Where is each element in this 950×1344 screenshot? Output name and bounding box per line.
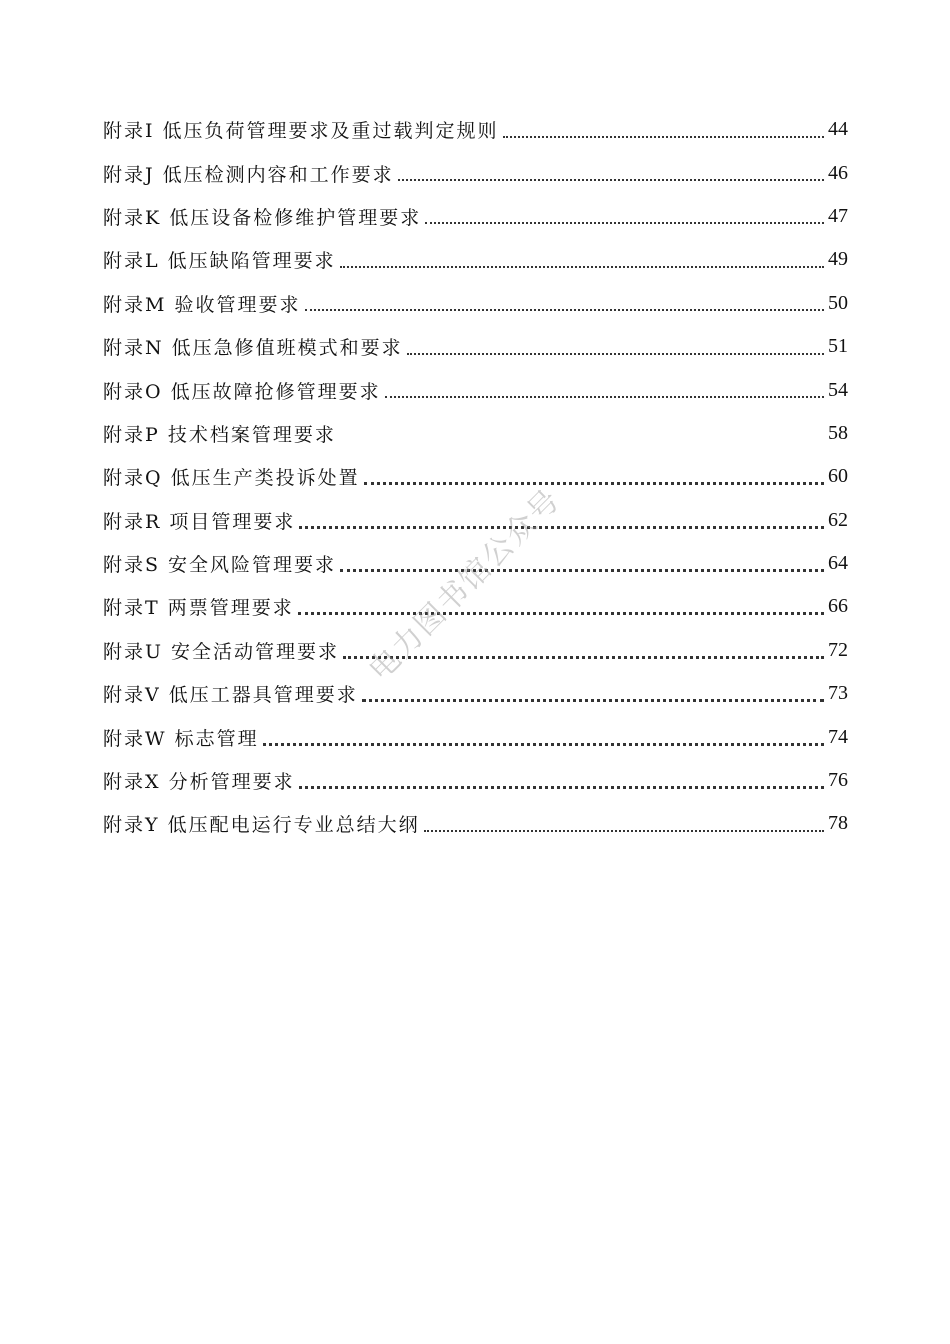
toc-entry-label: 附录N 低压急修值班模式和要求 <box>103 337 403 360</box>
toc-entry[interactable] <box>103 325 848 368</box>
toc-entry-page: 76 <box>828 769 848 792</box>
toc-entry-label: 附录P 技术档案管理要求 <box>103 423 336 446</box>
dot-leader <box>424 830 824 832</box>
toc-entry-label: 附录O 低压故障抢修管理要求 <box>103 380 381 403</box>
dot-leader <box>305 309 825 311</box>
toc-entry-label: 附录U 安全活动管理要求 <box>103 640 340 663</box>
dot-leader <box>299 786 824 789</box>
toc-entry-page: 44 <box>828 118 848 141</box>
toc-entry[interactable] <box>103 759 848 802</box>
toc-entry-label: 附录L 低压缺陷管理要求 <box>103 250 336 273</box>
toc-entry-label: 附录J 低压检测内容和工作要求 <box>103 163 394 186</box>
dot-leader <box>398 179 824 181</box>
toc-entry-page: 51 <box>828 335 848 358</box>
toc-entry-label: 附录S 安全风险管理要求 <box>103 554 337 577</box>
toc-entry[interactable] <box>103 672 848 715</box>
toc-entry[interactable] <box>103 455 848 498</box>
toc-entry-label: 附录K 低压设备检修维护管理要求 <box>103 206 422 229</box>
toc-entry-label: 附录T 两票管理要求 <box>103 597 294 620</box>
dot-leader <box>407 353 824 355</box>
toc-entry-page: 66 <box>828 595 848 618</box>
dot-leader <box>263 743 824 746</box>
toc-entry[interactable] <box>103 368 848 411</box>
toc-entry-label: 附录M 验收管理要求 <box>103 293 301 316</box>
toc-entry-page: 78 <box>828 812 848 835</box>
toc-entry[interactable] <box>103 499 848 542</box>
toc-entry[interactable] <box>103 282 848 325</box>
toc-entry-label: 附录R 项目管理要求 <box>103 510 296 533</box>
dot-leader <box>298 612 824 615</box>
toc-entry-page: 72 <box>828 638 848 661</box>
toc-entry[interactable] <box>103 412 848 455</box>
dot-leader <box>340 569 824 572</box>
toc-entry-page: 49 <box>828 248 848 271</box>
dot-leader <box>362 699 824 702</box>
dot-leader <box>340 266 824 268</box>
toc-entry-label: 附录I 低压负荷管理要求及重过载判定规则 <box>103 120 499 143</box>
dot-leader <box>299 526 824 529</box>
toc-entry[interactable] <box>103 238 848 281</box>
toc-entry-label: 附录W 标志管理 <box>103 727 259 750</box>
toc-entry-page: 54 <box>828 378 848 401</box>
toc-entry-page: 73 <box>828 682 848 705</box>
toc-entry[interactable] <box>103 195 848 238</box>
toc-entry[interactable] <box>103 715 848 758</box>
dot-leader <box>385 396 824 398</box>
toc-entry-label: 附录X 分析管理要求 <box>103 771 295 794</box>
toc-entry[interactable] <box>103 108 848 151</box>
toc-entry-page: 47 <box>828 204 848 227</box>
toc-entry[interactable] <box>103 151 848 194</box>
toc-entry-page: 60 <box>828 465 848 488</box>
dot-leader <box>425 222 824 224</box>
toc-entry-label: 附录Y 低压配电运行专业总结大纲 <box>103 814 420 837</box>
dot-leader <box>503 136 824 138</box>
toc-entry[interactable] <box>103 629 848 672</box>
dot-leader <box>364 482 824 485</box>
toc-entry-page: 74 <box>828 725 848 748</box>
toc-entry-page: 64 <box>828 552 848 575</box>
toc-entry[interactable] <box>103 802 848 845</box>
toc-entry-label: 附录Q 低压生产类投诉处置 <box>103 467 360 490</box>
toc-entry-page: 46 <box>828 161 848 184</box>
toc-entry-label: 附录V 低压工器具管理要求 <box>103 684 358 707</box>
table-of-contents <box>103 108 848 846</box>
toc-entry-page: 50 <box>828 291 848 314</box>
toc-entry-page: 62 <box>828 508 848 531</box>
watermark: 电力图书馆公众号 <box>362 482 568 688</box>
toc-entry-page: 58 <box>828 421 848 444</box>
